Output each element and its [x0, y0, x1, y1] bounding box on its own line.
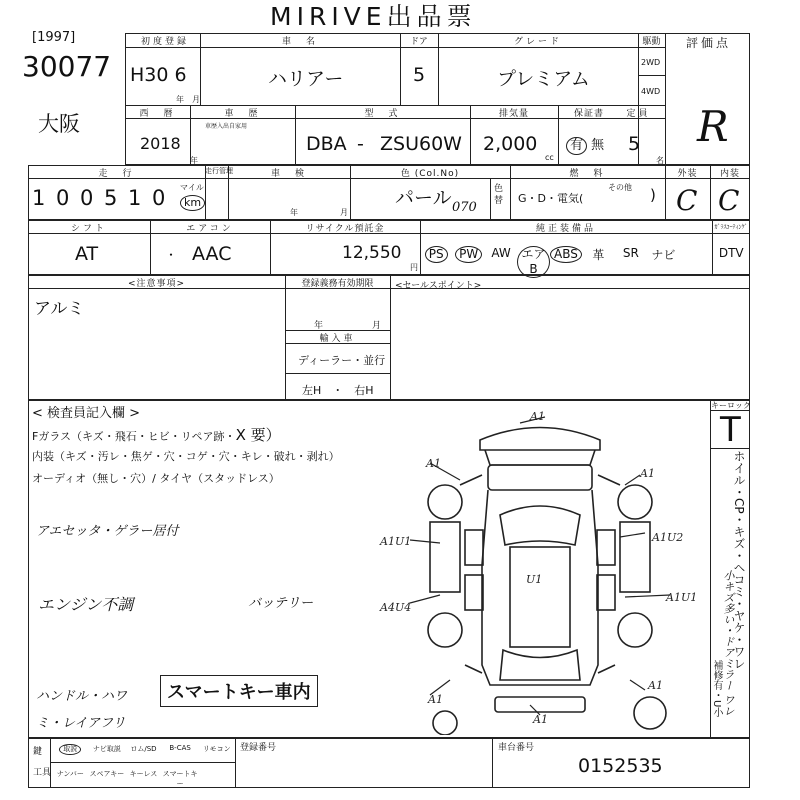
fuel-other: その他: [608, 183, 632, 192]
score-label: 評価点: [685, 36, 731, 50]
mark-a1-front-left: A1: [426, 457, 441, 470]
first-reg-value: H30 6: [130, 64, 187, 86]
import-label: 輸入車: [319, 334, 356, 344]
history-sub: 車歴入出自家用: [205, 123, 248, 130]
reg-month: 月: [372, 321, 382, 331]
western-unit: 年: [190, 156, 198, 165]
inspection-year: 年: [290, 208, 298, 217]
ac-dot: ・: [165, 248, 178, 262]
mileage-digit: 0: [152, 186, 166, 210]
score-value: R: [697, 102, 729, 151]
recycle-value: 12,550: [342, 243, 402, 263]
recycle-unit: 円: [410, 263, 418, 272]
warranty-yes: 有: [566, 137, 587, 155]
reg-year: 年: [314, 321, 324, 331]
keylock-label: キーロック: [711, 401, 751, 410]
meter-label: 走行管理: [205, 167, 233, 175]
exterior-value: C: [676, 184, 698, 217]
capacity-label: 定員: [626, 109, 651, 119]
year-code: [1997]: [32, 30, 76, 45]
glass-coating-label: ｶﾞﾗｽｺｰﾃｨﾝｸﾞ: [714, 224, 748, 231]
equipment-item: 革: [592, 248, 605, 262]
warranty-options: [566, 134, 604, 155]
inspection-month: 月: [340, 208, 348, 217]
shift-value: AT: [75, 243, 99, 265]
first-reg-year-unit: 年: [176, 95, 184, 104]
mileage-label: 走 行: [98, 169, 135, 179]
side-note-col1: ホイル・CP・キズ・ヘコミ・ヤケ・ワレ: [732, 450, 746, 670]
side-note: [712, 450, 750, 735]
caution-label: <注意事項>: [127, 279, 186, 289]
interior-value: C: [718, 184, 740, 217]
car-condition-diagram: [370, 405, 710, 735]
footer-item: ナンバー: [56, 770, 84, 778]
footer-item: ナビ取説: [92, 745, 121, 753]
equipment-item: ナビ: [651, 248, 676, 262]
document-title: MIRIVE出品票: [270, 2, 477, 31]
keylock-value: T: [720, 410, 741, 450]
equipment-item: PS: [420, 246, 452, 263]
displacement-unit: cc: [545, 153, 554, 162]
mileage-digit: 0: [80, 186, 94, 210]
capacity-value: 5: [628, 133, 641, 155]
door-value: 5: [413, 64, 426, 86]
equipment-item: AW: [491, 246, 511, 260]
equipment-item: ABS: [550, 246, 582, 263]
footer-item: スペアキー: [89, 770, 125, 778]
inspection-label: 車 検: [270, 169, 307, 179]
mileage-digit: 0: [56, 186, 70, 210]
footer-item: B-CAS: [169, 744, 191, 752]
inspector-line3: オーディオ（無し・穴）/ タイヤ（スタッドレス）: [32, 472, 280, 485]
ac-value: AAC: [192, 243, 232, 265]
caution-value: アルミ: [34, 299, 85, 319]
reg-number-label: 登録番号: [240, 743, 277, 753]
footer-item: 取説: [52, 744, 89, 755]
footer-items-row2: [52, 766, 235, 788]
footer-items-row1: [52, 741, 235, 759]
location: 大阪: [38, 112, 80, 136]
shift-label: シフト: [70, 224, 107, 234]
model-code-value: ZSU60W: [380, 133, 462, 155]
smart-key-stamp-text: スマートキー車内: [167, 682, 311, 703]
mileage-digit: 1: [32, 186, 46, 210]
mileage-alt-unit: マイル: [180, 183, 204, 192]
inspector-title: < 検査員記入欄 >: [32, 406, 141, 421]
mark-a1u2-right: A1U2: [652, 531, 684, 544]
model-code-prefix: DBA: [306, 133, 347, 155]
recycle-label: リサイクル預託金: [305, 224, 385, 234]
model-name-value: ハリアー: [268, 68, 344, 90]
color-value: パール: [395, 187, 452, 209]
footer-item: スマートキー: [162, 770, 198, 788]
mileage-unit-km: km: [180, 195, 205, 211]
mileage-digit: 1: [128, 186, 142, 210]
ac-label: エアコン: [186, 224, 234, 234]
glass-text: Fガラス（キズ・飛石・ヒビ・リペア跡・: [32, 430, 236, 443]
inspector-note-1: アエセッタ・ゲラー居付: [36, 524, 179, 539]
glass-mark: X 要）: [235, 426, 281, 444]
color-change-label: 色替: [494, 184, 504, 206]
equipment-label: 純正装備品: [535, 224, 596, 234]
footer-item: キーレス: [129, 770, 158, 778]
mark-a1-rear-right: A1: [648, 679, 663, 692]
footer-item: リモコン: [202, 745, 231, 753]
equipment-item: SR: [622, 246, 639, 260]
drive-label: 駆動: [642, 37, 661, 47]
grade-label: グレード: [513, 37, 562, 47]
footer-item: ロム/SD: [130, 745, 157, 753]
inspector-note-4: ハンドル・ハワ: [36, 689, 128, 704]
dealer-value: ディーラー・並行: [298, 354, 386, 367]
side-note-col2: 小キズ多い・ドアミラー ワレ: [722, 570, 735, 717]
model-code-dash: -: [357, 133, 364, 155]
capacity-unit: 名: [656, 156, 664, 165]
mark-a1-front: A1: [530, 410, 545, 423]
inspector-note-5: ミ・レイアフリ: [36, 716, 126, 731]
warranty-label: 保証書: [573, 109, 604, 119]
grade-value: プレミアム: [497, 68, 590, 90]
equipment-list: [420, 236, 750, 276]
mark-a1u1-right: A1U1: [666, 591, 698, 604]
lot-number: 30077: [22, 50, 112, 83]
inspector-line2: 内装（キズ・汚レ・焦ゲ・穴・コゲ・穴・キレ・破れ・剥れ）: [32, 450, 340, 463]
mileage-unit: [180, 195, 205, 211]
mileage-digits: [30, 186, 180, 212]
equipment-item: DTV: [718, 246, 744, 260]
sales-point-label: <セールスポイント>: [395, 281, 482, 291]
history-label: 車 歴: [224, 109, 261, 119]
mark-a1-rear: A1: [533, 713, 548, 726]
tools-label: 工具: [33, 768, 52, 778]
displacement-value: 2,000: [483, 133, 538, 155]
model-code-label: 型 式: [364, 109, 401, 119]
drive-4wd: 4WD: [641, 87, 661, 96]
steering-value: 左H ・ 右H: [302, 384, 374, 397]
door-label: ドア: [410, 37, 428, 47]
mark-a1-front-right: A1: [640, 467, 655, 480]
mark-u1-roof: U1: [526, 573, 543, 586]
smart-key-stamp: [160, 675, 318, 707]
color-label: 色 (Col.No): [400, 169, 460, 179]
inspector-note-3: バッテリー: [248, 596, 314, 611]
inspector-note-2: エンジン不調: [38, 595, 134, 614]
chassis-label: 車台番号: [498, 743, 535, 753]
displacement-label: 排気量: [498, 109, 529, 119]
mark-a4u4-left: A4U4: [380, 601, 412, 614]
mark-a1-rear-left: A1: [428, 693, 443, 706]
reg-expiry-label: 登録義務有効期限: [301, 279, 374, 289]
drive-2wd: 2WD: [641, 58, 661, 67]
first-reg-label: 初度登録: [140, 37, 189, 47]
key-label: 鍵: [33, 747, 43, 757]
western-label: 西 暦: [139, 109, 176, 119]
fuel-options: G・D・電気(: [518, 192, 584, 205]
mark-a1u1-left: A1U1: [380, 535, 412, 548]
fuel-close: ): [650, 186, 656, 204]
chassis-value: 0152535: [578, 755, 663, 777]
model-name-label: 車 名: [281, 37, 318, 47]
side-note-col3: 補修有・U小: [711, 660, 722, 718]
equipment-item: PW: [452, 246, 484, 263]
exterior-label: 外装: [677, 169, 698, 179]
color-code: 070: [452, 200, 477, 215]
equipment-item: エアB: [517, 246, 549, 278]
western-value: 2018: [140, 134, 181, 153]
mileage-digit: 5: [104, 186, 118, 210]
warranty-no: 無: [591, 138, 605, 153]
first-reg-month-unit: 月: [192, 95, 200, 104]
inspector-line1: [32, 424, 281, 445]
interior-label: 内装: [719, 169, 740, 179]
fuel-label: 燃 料: [569, 169, 606, 179]
